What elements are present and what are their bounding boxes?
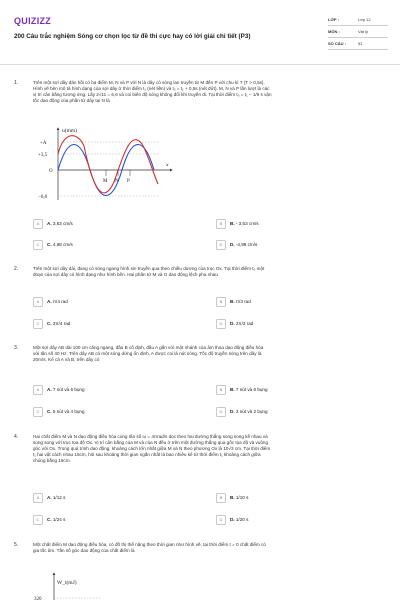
question-number: 3. [14, 345, 19, 351]
question-line: đoạn của sợi dây có hình dạng như hình bên. Hai phần tử M và O dao động lệch pha nhau [33, 272, 218, 278]
quizizz-logo: QUIZIZZ [14, 16, 52, 26]
meta-row-subject [328, 26, 388, 38]
point-label: M [103, 179, 108, 184]
x-axis-label: x [166, 162, 169, 168]
question-number: 1. [14, 80, 19, 86]
option-text: 5 nút và 4 bụng [52, 409, 85, 414]
question-number: 4. [14, 434, 19, 440]
tick-label: −6,6 [38, 195, 48, 200]
option-c[interactable] [33, 318, 70, 329]
option-letter: C. [47, 517, 52, 522]
option-c-marker: C [33, 515, 43, 525]
option-text: 7 nút và 6 bụng [235, 387, 268, 392]
option-text: 1/10 s [235, 495, 249, 500]
option-text: 2π/3 rad [235, 321, 254, 326]
option-c-marker: C [33, 319, 43, 329]
question-line: Hình vẽ bên mô tả hình dạng của sợi dây ở thời điểm t₁ (nét liền) và t₂ = t₁ + 0,5s (nét đứt). M, N và P lần lượt là các [33, 86, 270, 92]
option-a[interactable] [33, 492, 65, 503]
option-letter: D. [230, 409, 235, 414]
question-line: song song với trục tọa độ Ox. Vị trí cân bằng của M và của N đều ở trên một đường thẳng qua gốc tọa độ và vuông [33, 440, 269, 446]
tick-label: 320 [34, 597, 42, 600]
question-text [33, 542, 377, 554]
meta-value: 51 [358, 41, 363, 46]
option-b[interactable] [216, 218, 259, 229]
option-text: 1/24 s [52, 517, 66, 522]
option-a[interactable] [33, 218, 73, 229]
page-title: 200 Câu trắc nghiệm Sóng cơ chọn lọc từ đề thi cực hay có lời giải chi tiết (P3) [14, 33, 251, 40]
option-letter: D. [230, 321, 235, 326]
tick-label: O [49, 169, 53, 174]
point-label: P [127, 179, 130, 184]
option-d-marker: D [216, 319, 226, 329]
question-line: gia tốc âm. Tần số góc dao động của chất điểm là [33, 548, 135, 554]
wave-graph [38, 124, 178, 202]
question-line: góc với Ox. Trong quá trình dao động, khoảng cách lớn nhất giữa M và N theo phương Ox là 10√3 cm. Tại thời điểm [33, 446, 271, 452]
option-letter: A. [47, 495, 52, 500]
option-letter: C. [47, 242, 52, 247]
option-letter: D. [230, 242, 235, 247]
option-a[interactable] [33, 296, 68, 307]
option-c[interactable] [33, 239, 73, 250]
y-axis-label: W_t(mJ) [57, 580, 77, 586]
option-letter: A. [47, 299, 52, 304]
meta-key: MÔN : [328, 29, 340, 34]
header-divider [0, 64, 400, 65]
option-text: π/3 rad [235, 299, 251, 304]
option-d[interactable] [216, 514, 248, 525]
question-line: t₁ hai vật cách nhau 15cm, hỏi sau khoảng thời gian ngắn nhất là bao nhiêu kể từ thời điểm t₁ khoảng cách giữa [33, 452, 261, 458]
option-letter: B. [230, 221, 235, 226]
option-c[interactable] [33, 406, 85, 417]
option-letter: C. [47, 321, 52, 326]
option-letter: B. [230, 495, 235, 500]
option-b[interactable] [216, 296, 251, 307]
question-line: Một sợi dây AB dài 100 cm căng ngang, đầu B cố định, đầu A gắn với một nhánh của âm thoa dao động điều hòa [33, 345, 264, 350]
y-axis-label: u(mm) [62, 128, 77, 134]
meta-value: Lớp 12 [358, 17, 371, 22]
option-text: 3,53 cm/s [52, 221, 73, 226]
question-text [33, 345, 377, 363]
meta-value: Vật lý [358, 29, 369, 34]
option-b[interactable] [216, 492, 248, 503]
option-text: -4,98 cm/s [235, 242, 258, 247]
option-text: 7 nút và 6 bụng [52, 387, 85, 392]
page-header [0, 0, 400, 62]
option-letter: C. [47, 409, 52, 414]
question-text [33, 434, 377, 464]
question-number: 5. [14, 542, 19, 548]
option-text: 3 nút và 2 bụng [235, 409, 268, 414]
option-b-marker: B [216, 385, 226, 395]
question-line: Hai chất điểm M và N dao động điều hòa cùng tần số ω = 4πrad/s dọc theo hai đường thẳng song song kề nhau và [33, 434, 268, 439]
option-c-marker: C [33, 407, 43, 417]
point-label: N [115, 179, 119, 184]
option-letter: B. [230, 387, 235, 392]
option-a-marker: A [33, 219, 43, 229]
option-text: π/4 rad [52, 299, 68, 304]
option-letter: B. [230, 299, 235, 304]
question-line: vị trí cân bằng tương ứng. Lấy 2√11 = 6,6 và coi biên độ sóng không đổi khi truyền đi. Tại thời điểm t₀ = t₁ − 1/9 s vận [33, 92, 272, 98]
question-line: với tần số 40 Hz. Trên dây AB có một sóng dừng ổn định, A được coi là nút sóng. Tốc độ truyền sóng trên dây là [33, 351, 262, 357]
question-line: Một chất điểm M dao động điều hòa, có đồ thị thế năng theo thời gian như hình vẽ, tại thời điểm t = 0 chất điểm có [33, 542, 266, 547]
option-text: 4,98 cm/s [52, 242, 73, 247]
option-d-marker: D [216, 515, 226, 525]
meta-key: SỐ CÂU : [328, 41, 346, 46]
option-text: 3π/4 rad [52, 321, 71, 326]
question-line: 20m/s. Kể cả A và B, trên dây có [33, 357, 100, 363]
option-b-marker: B [216, 493, 226, 503]
meta-table [328, 14, 388, 50]
question-line: tốc dao động của phần tử dây tại N là [33, 98, 110, 104]
option-d-marker: D [216, 407, 226, 417]
meta-key: LỚP : [328, 17, 339, 22]
tick-label: +A [40, 141, 47, 146]
question-number: 2. [14, 266, 19, 272]
meta-row-count [328, 38, 388, 50]
option-d[interactable] [216, 318, 253, 329]
option-text: 1/12 s [52, 495, 66, 500]
question-line: Trên một sợi dây dài, đang có sóng ngang hình sin truyền qua theo chiều dương của trục Ox. Tại thời điểm t₀ một [33, 266, 265, 271]
option-letter: D. [230, 517, 235, 522]
option-a-marker: A [33, 297, 43, 307]
meta-row-class [328, 14, 388, 26]
option-a-marker: A [33, 493, 43, 503]
option-d[interactable] [216, 239, 257, 250]
option-letter: A. [47, 387, 52, 392]
question-text [33, 80, 377, 104]
option-b-marker: B [216, 219, 226, 229]
tick-label: +3,5 [38, 153, 48, 158]
option-a-marker: A [33, 385, 43, 395]
option-letter: A. [47, 221, 52, 226]
question-line: Trên một sợi dây đàn hồi có ba điểm M, N và P với N là dây có sóng lan truyền từ M đến P với chu kì T (T > 0,5s). [33, 80, 265, 85]
option-b-marker: B [216, 297, 226, 307]
option-text: 1/20 s [235, 517, 249, 522]
option-d[interactable] [216, 406, 268, 417]
question-text [33, 266, 377, 278]
option-c-marker: C [33, 240, 43, 250]
option-text: - 3,53 cm/s [235, 221, 259, 226]
option-b[interactable] [216, 384, 268, 395]
question-line: chúng bằng 15cm. [33, 458, 71, 464]
option-a[interactable] [33, 384, 85, 395]
option-d-marker: D [216, 240, 226, 250]
option-c[interactable] [33, 514, 65, 525]
energy-graph [30, 570, 120, 600]
